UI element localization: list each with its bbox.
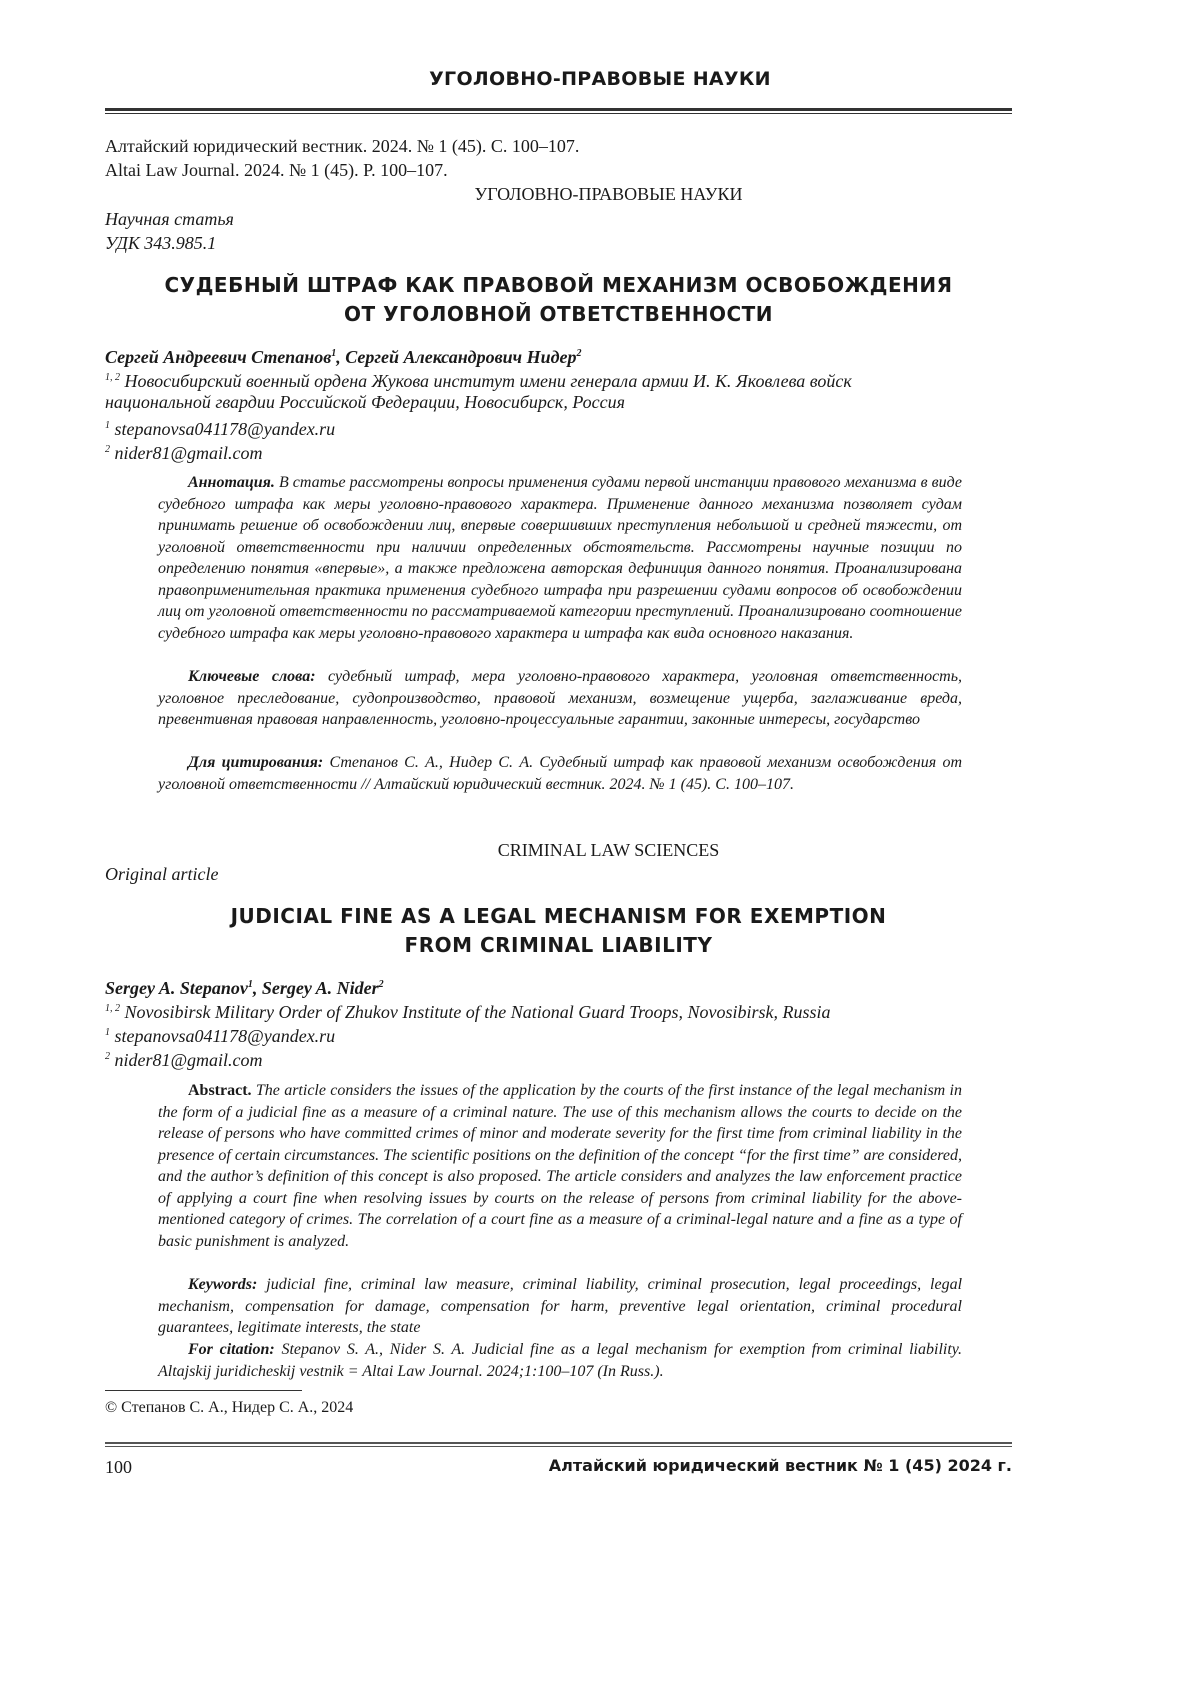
footnote-rule bbox=[105, 1390, 302, 1391]
authors-en: Sergey A. Stepanov1, Sergey A. Nider2 bbox=[105, 973, 384, 1000]
affiliation-en: 1, 2 Novosibirsk Military Order of Zhukov Institute of the National Guard Troops, Novosibirsk, Russia bbox=[105, 997, 831, 1024]
affiliation-ru-2: национальной гвардии Российской Федерации, Новосибирск, Россия bbox=[105, 390, 625, 414]
citation-en: For citation: Stepanov S. A., Nider S. A. Judicial fine as a legal mechanism for exemption from criminal liability. Altajskij juridicheskij vestnik = Altai Law Journal. 2024;1:100–107 (In Russ.). bbox=[158, 1339, 962, 1382]
keywords-en: Keywords: judicial fine, criminal law measure, criminal liability, criminal prosecution, legal proceedings, legal mechanism, compensation for damage, compensation for harm, preventive legal orientation, criminal procedural guarantees, legitimate interests, the state bbox=[158, 1274, 962, 1339]
footer-journal: Алтайский юридический вестник № 1 (45) 2024 г. bbox=[549, 1456, 1012, 1475]
authors-ru: Сергей Андреевич Степанов1, Сергей Александрович Нидер2 bbox=[105, 342, 582, 369]
article-type-en: Original article bbox=[105, 862, 219, 886]
affiliation-ru-1: 1, 2 Новосибирский военный ордена Жукова институт имени генерала армии И. К. Яковлева войск bbox=[105, 366, 852, 393]
author1-ru: Сергей Андреевич Степанов bbox=[105, 347, 331, 367]
section-ru: УГОЛОВНО-ПРАВОВЫЕ НАУКИ bbox=[105, 182, 1012, 206]
email1-ru: 1 stepanovsa041178@yandex.ru bbox=[105, 414, 335, 441]
udc: УДК 343.985.1 bbox=[105, 231, 216, 255]
journal-ref-en: Altai Law Journal. 2024. № 1 (45). P. 100–107. bbox=[105, 158, 448, 182]
title-en-line2: FROM CRIMINAL LIABILITY bbox=[105, 931, 1012, 959]
footer-rule bbox=[105, 1442, 1012, 1447]
email1-en: 1 stepanovsa041178@yandex.ru bbox=[105, 1021, 335, 1048]
abstract-ru: Аннотация. В статье рассмотрены вопросы применения судами первой инстанции правового механизма в виде судебного штрафа как меры уголовно-правового характера. Применение данного механизма позволяет судам принимать решение об освобождении лиц, впервые совершивших преступления небольшой и средней тяжести, от уголовной ответственности при наличии определенных обстоятельств. Рассмотрены научные позиции по определению понятия «впервые», а также предложена авторская дефиниция данного понятия. Проанализирована правоприменительная практика применения судебного штрафа при разрешении судами вопросов об освобождении лиц от уголовной ответственности по рассматриваемой категории преступлений. Проанализировано соотношение судебного штрафа как меры уголовно-правового характера и штрафа как вида основного наказания. bbox=[158, 472, 962, 644]
email2-en: 2 nider81@gmail.com bbox=[105, 1045, 263, 1072]
journal-ref-ru: Алтайский юридический вестник. 2024. № 1 (45). С. 100–107. bbox=[105, 134, 579, 158]
title-ru-line2: ОТ УГОЛОВНОЙ ОТВЕТСТВЕННОСТИ bbox=[105, 300, 1012, 328]
header-rule bbox=[105, 108, 1012, 114]
section-en: CRIMINAL LAW SCIENCES bbox=[105, 838, 1012, 862]
copyright: © Степанов С. А., Нидер С. А., 2024 bbox=[105, 1396, 353, 1420]
title-en-line1: JUDICIAL FINE AS A LEGAL MECHANISM FOR EXEMPTION bbox=[105, 902, 1012, 930]
running-header: УГОЛОВНО-ПРАВОВЫЕ НАУКИ bbox=[0, 68, 1200, 90]
title-ru-line1: СУДЕБНЫЙ ШТРАФ КАК ПРАВОВОЙ МЕХАНИЗМ ОСВОБОЖДЕНИЯ bbox=[105, 271, 1012, 299]
email2-ru: 2 nider81@gmail.com bbox=[105, 438, 263, 465]
abstract-en: Abstract. The article considers the issues of the application by the courts of the first instance of the legal mechanism in the form of a judicial fine as a measure of a criminal nature. The use of this mechanism allows the courts to decide on the release of persons who have committed crimes of minor and moderate severity for the first time from criminal liability in the presence of certain circumstances. The scientific positions on the definition of the concept “for the first time” are considered, and the author’s definition of this concept is also proposed. The article considers and analyzes the law enforcement practice of applying a court fine when resolving issues by courts on the release of persons from criminal liability for the above-mentioned category of crimes. The correlation of a court fine as a measure of a criminal-legal nature and a fine as a type of basic punishment is analyzed. bbox=[158, 1080, 962, 1252]
article-type-ru: Научная статья bbox=[105, 207, 234, 231]
author2-ru: Сергей Александрович Нидер bbox=[345, 347, 576, 367]
page-number: 100 bbox=[105, 1455, 132, 1479]
citation-ru: Для цитирования: Степанов С. А., Нидер С. А. Судебный штраф как правовой механизм освобождения от уголовной ответственности // Алтайский юридический вестник. 2024. № 1 (45). С. 100–107. bbox=[158, 752, 962, 795]
keywords-ru: Ключевые слова: судебный штраф, мера уголовно-правового характера, уголовная ответственность, уголовное преследование, судопроизводство, правовой механизм, возмещение ущерба, заглаживание вреда, превентивная правовая направленность, уголовно-процессуальные гарантии, законные интересы, государство bbox=[158, 666, 962, 731]
